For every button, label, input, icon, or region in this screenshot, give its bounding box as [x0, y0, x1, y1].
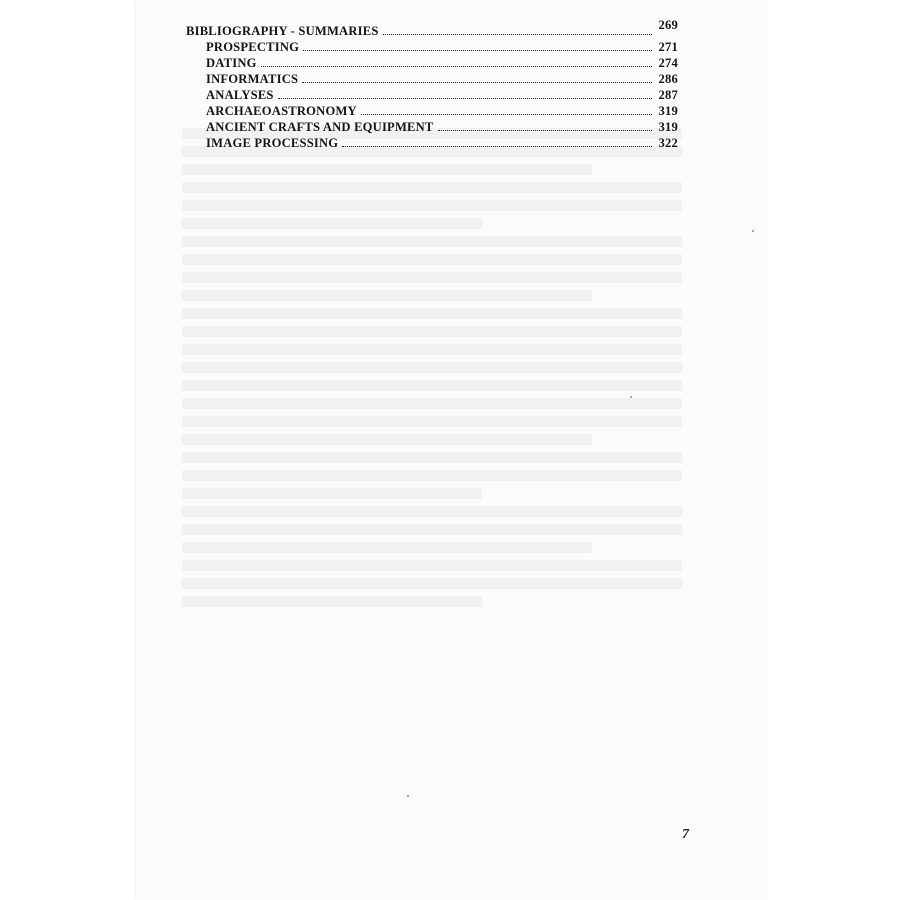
toc-entry — [186, 39, 678, 55]
paper-speck — [752, 230, 754, 232]
paper-speck — [407, 795, 409, 797]
toc-entry-page: 287 — [658, 88, 678, 102]
dot-leader — [261, 66, 652, 67]
toc-entry-page: 271 — [658, 40, 678, 54]
page-number: 7 — [682, 827, 689, 842]
toc-entry — [186, 119, 678, 135]
toc-entry — [186, 55, 678, 71]
toc-entry — [186, 135, 678, 151]
toc-entry-page: 319 — [658, 120, 678, 134]
toc-entry-label: ANCIENT CRAFTS AND EQUIPMENT — [206, 120, 434, 134]
dot-leader — [361, 114, 652, 115]
paper-speck — [630, 396, 632, 398]
toc-entry — [186, 87, 678, 103]
toc-entry-page: 322 — [658, 136, 678, 150]
table-of-contents — [186, 18, 678, 151]
dot-leader — [342, 146, 652, 147]
toc-entry — [186, 103, 678, 119]
toc-heading-row — [186, 18, 678, 39]
toc-entry-label: PROSPECTING — [206, 40, 300, 54]
toc-entry-label: INFORMATICS — [206, 72, 299, 86]
dot-leader — [303, 50, 652, 51]
toc-entry-label: IMAGE PROCESSING — [206, 136, 339, 150]
dot-leader — [383, 34, 652, 35]
toc-entry-page: 319 — [658, 104, 678, 118]
toc-entry-page: 274 — [658, 56, 678, 70]
dot-leader — [438, 130, 652, 131]
toc-heading-label: BIBLIOGRAPHY - SUMMARIES — [186, 24, 379, 38]
show-through-text — [182, 128, 682, 614]
dot-leader — [278, 98, 652, 99]
toc-entry — [186, 71, 678, 87]
toc-heading-page: 269 — [658, 18, 678, 32]
toc-entry-label: ANALYSES — [206, 88, 274, 102]
dot-leader — [302, 82, 652, 83]
toc-entry-label: ARCHAEOASTRONOMY — [206, 104, 357, 118]
toc-entry-label: DATING — [206, 56, 257, 70]
toc-entry-page: 286 — [658, 72, 678, 86]
